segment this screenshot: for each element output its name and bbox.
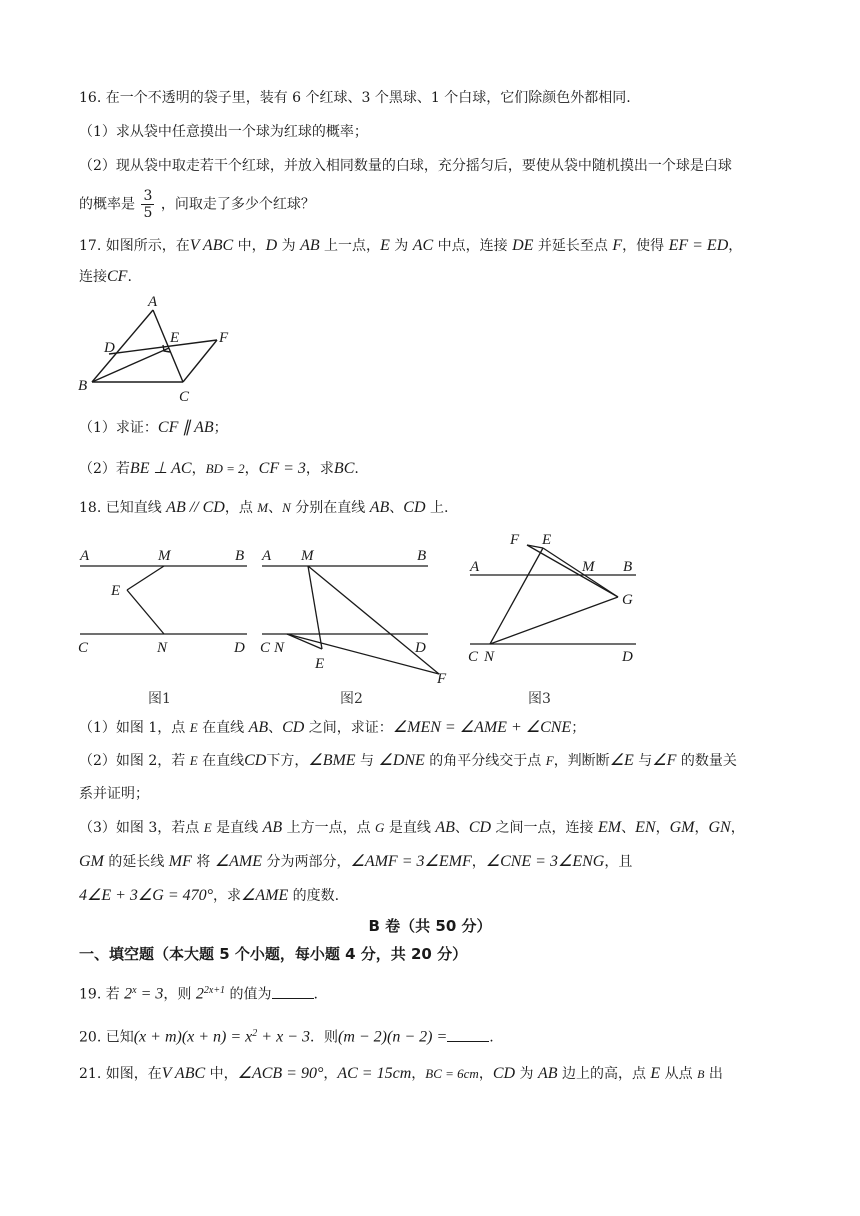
math: GM	[79, 853, 104, 870]
text: 的值为	[225, 986, 272, 1003]
text: 与	[633, 753, 653, 769]
fig1-label-A: A	[80, 548, 90, 564]
text: 边上的高，点	[557, 1066, 651, 1082]
part-b-title: B 卷（共 50 分）	[368, 917, 492, 935]
math: ∠F	[652, 752, 677, 769]
text: ，	[411, 1066, 426, 1082]
fig3-label-G: G	[622, 592, 633, 608]
math: D	[265, 237, 278, 254]
text: 上方一点，点	[282, 820, 376, 836]
fig3-label-B: B	[623, 559, 633, 575]
text: 为	[389, 238, 413, 254]
text: ，求	[213, 888, 242, 904]
fig1-label-B: B	[235, 548, 245, 564]
fig3-label-A: A	[470, 559, 480, 575]
q17-figure	[72, 290, 242, 408]
math: AB	[262, 819, 283, 836]
q16-stem: 16. 在一个不透明的袋子里，装有 6 个红球、3 个黑球、1 个白球，它们除颜色外都相同.	[79, 90, 631, 106]
fig3-label-C: C	[468, 649, 479, 665]
text: 从点	[660, 1066, 698, 1082]
q16-fraction	[141, 188, 154, 221]
text: ，且	[604, 854, 633, 870]
text: ．则	[309, 1029, 338, 1046]
q18-figures	[70, 528, 660, 713]
text: 上.	[425, 500, 449, 516]
math: 2	[252, 1028, 258, 1039]
math: G	[375, 820, 385, 835]
text: ，	[728, 238, 743, 254]
text: 为	[515, 1066, 538, 1082]
q18-figure2	[262, 566, 439, 674]
q18-part2-line2: 系并证明；	[79, 786, 149, 802]
math: E	[203, 820, 212, 835]
text: 分别在直线	[290, 500, 370, 516]
math: ∠ACB = 90°	[237, 1065, 324, 1082]
math: GN	[708, 819, 731, 836]
text: 的角平分线交于点	[424, 753, 546, 769]
q17-part2	[79, 459, 789, 479]
text: ，	[478, 1066, 493, 1082]
math: 2	[124, 985, 133, 1003]
fig3-label-N: N	[484, 649, 495, 665]
math: ∠BME	[308, 752, 356, 769]
fig2-label-A: A	[262, 548, 272, 564]
math: ∠AME	[241, 887, 289, 904]
fig1-label-D: D	[234, 640, 245, 656]
answer-blank[interactable]	[447, 1027, 489, 1042]
q16-part2-line2	[79, 188, 789, 221]
text: （3）如图 3，若点	[79, 820, 204, 836]
text: ，	[471, 854, 486, 870]
q17-label-A: A	[148, 294, 158, 310]
fig3-label-M: M	[582, 559, 595, 575]
math: 2x+1	[203, 985, 226, 996]
q17-label-D: D	[104, 340, 115, 356]
text: ，	[323, 1066, 338, 1082]
math: AB // CD	[166, 499, 225, 516]
answer-blank[interactable]	[272, 984, 314, 999]
fraction-numerator: 3	[143, 188, 153, 204]
math: 4∠E + 3∠G = 470°	[79, 887, 214, 904]
text: 在直线	[197, 753, 245, 769]
q18-part2-line1	[79, 751, 789, 771]
text: ，点	[224, 500, 258, 516]
fig3-label-D: D	[622, 649, 633, 665]
math: (x + m)(x + n) = x	[133, 1028, 253, 1046]
text: ；	[213, 420, 228, 436]
text: 、	[454, 820, 469, 836]
fig1-label-N: N	[157, 640, 168, 656]
fig3-label-F: F	[510, 532, 520, 548]
math: AB	[300, 237, 320, 254]
text: 之间，求证：	[304, 720, 393, 736]
text: ；	[571, 720, 586, 736]
fig2-label-F: F	[437, 671, 447, 687]
text: 与	[355, 753, 379, 769]
fig2-label-E: E	[315, 656, 325, 672]
math: AC	[412, 237, 434, 254]
math: AC = 15cm	[337, 1065, 412, 1082]
text: 中点，连接	[433, 238, 513, 254]
text: ，	[694, 820, 709, 836]
math: E	[189, 753, 198, 768]
math: ∠MEN = ∠AME + ∠CNE	[392, 719, 572, 736]
math: V ABC	[161, 1065, 206, 1082]
math: = 3	[136, 985, 164, 1003]
math: BE ⊥ AC	[129, 460, 192, 477]
math: AB	[435, 819, 455, 836]
fig2-label-D: D	[415, 640, 426, 656]
q20	[79, 1024, 789, 1048]
fig2-label-C: C	[260, 640, 271, 656]
text: 是直线	[384, 820, 436, 836]
fig1-label-M: M	[158, 548, 171, 564]
math: (m − 2)(n − 2) =	[337, 1028, 448, 1046]
text: 18. 已知直线	[79, 500, 167, 516]
fig3-caption: 图3	[528, 691, 551, 707]
text: 21. 如图，在	[79, 1066, 162, 1082]
math: + x − 3	[257, 1028, 310, 1046]
math: E	[189, 720, 198, 735]
math: EF = ED	[668, 237, 729, 254]
math: GM	[669, 819, 695, 836]
q18-part3-line3	[79, 886, 789, 906]
math: B	[697, 1067, 705, 1081]
text: .	[313, 986, 318, 1003]
fraction-denominator: 5	[143, 205, 153, 221]
section-heading: 一、填空题（本大题 5 个小题，每小题 4 分，共 20 分）	[79, 945, 468, 963]
text: 为	[277, 238, 301, 254]
text: 将	[191, 854, 215, 870]
text: 中，	[233, 238, 266, 254]
math: AB	[369, 499, 390, 516]
math: V ABC	[189, 237, 234, 254]
text: 是直线	[211, 820, 263, 836]
math: M	[257, 500, 269, 515]
math: F	[545, 753, 554, 768]
q18-part1	[79, 718, 789, 738]
text: ，判断断	[553, 753, 610, 769]
text: 、	[268, 500, 283, 516]
text: 之间一点，连接	[491, 820, 599, 836]
text: ，	[655, 820, 670, 836]
text: （1）如图 1，点	[79, 720, 190, 736]
text: 、	[268, 720, 283, 736]
math: BD = 2	[205, 461, 245, 476]
math: AB	[537, 1065, 558, 1082]
q19	[79, 981, 789, 1005]
q21	[79, 1064, 789, 1084]
text: 的延长线	[103, 854, 169, 870]
text: .	[489, 1029, 494, 1046]
fig2-caption: 图2	[340, 691, 363, 707]
math: CF = 3	[258, 460, 306, 477]
text: 连接	[79, 269, 107, 285]
text: 下方，	[266, 753, 309, 769]
math: E	[380, 237, 390, 254]
math: CD	[403, 499, 426, 516]
text: （2）如图 2，若	[79, 753, 190, 769]
math: ∠DNE	[378, 752, 425, 769]
q17-label-E: E	[170, 330, 180, 346]
text: 出	[704, 1066, 723, 1082]
text: 并延长至点	[533, 238, 613, 254]
text: 20. 已知	[79, 1029, 134, 1046]
math: CD	[244, 752, 267, 769]
text: ，使得	[622, 238, 669, 254]
fig2-label-M: M	[301, 548, 314, 564]
math: x	[132, 985, 137, 996]
text: 、	[621, 820, 636, 836]
math: E	[650, 1065, 661, 1082]
q16-part1: （1）求从袋中任意摸出一个球为红球的概率；	[79, 124, 368, 140]
q17-part1	[79, 418, 789, 438]
q18-part3-line1	[79, 818, 789, 838]
q16-text: 的概率是	[79, 196, 135, 213]
text: 的度数.	[288, 888, 340, 904]
math: DE	[512, 237, 534, 254]
math: CF	[107, 268, 128, 285]
fig2-label-N: N	[274, 640, 285, 656]
math: ∠E	[609, 752, 634, 769]
fig1-caption: 图1	[148, 691, 171, 707]
math: CD	[492, 1065, 516, 1082]
fig2-label-B: B	[417, 548, 427, 564]
math: N	[282, 500, 291, 515]
math: EM	[598, 819, 622, 836]
text: 分为两部分，	[262, 854, 351, 870]
math: ∠CNE = 3∠ENG	[485, 853, 605, 870]
math: CD	[282, 719, 305, 736]
math: ∠AME	[214, 853, 263, 870]
fig1-label-E: E	[111, 583, 121, 599]
math: MF	[168, 853, 192, 870]
text: 的数量关	[676, 753, 737, 769]
q18-part3-line2	[79, 852, 789, 872]
text: .	[127, 269, 132, 285]
math: 2	[195, 985, 204, 1003]
text: 上一点，	[319, 238, 381, 254]
q16-text: ，问取走了多少个红球？	[160, 196, 315, 213]
math: BC = 6cm	[425, 1066, 479, 1081]
q18-stem	[79, 498, 789, 518]
q18-figure1	[80, 566, 247, 634]
q17-label-F: F	[219, 330, 229, 346]
text: 、	[389, 500, 404, 516]
text: （2）若	[79, 461, 130, 477]
math: ∠AMF = 3∠EMF	[350, 853, 472, 870]
math: BC	[333, 460, 355, 477]
text: .	[354, 461, 359, 477]
text: ，则	[163, 986, 196, 1003]
math: AB	[248, 719, 269, 736]
q17-stem-line1	[79, 236, 789, 256]
q17-label-C: C	[179, 389, 190, 405]
q17-stem-line2	[79, 267, 789, 287]
q17-label-B: B	[78, 378, 88, 394]
text: （1）求证：	[79, 420, 158, 436]
fig1-label-C: C	[78, 640, 89, 656]
text: 19. 若	[79, 986, 125, 1003]
math: CF ∥ AB	[157, 419, 214, 436]
math: F	[612, 237, 623, 254]
fig3-label-E: E	[542, 532, 552, 548]
q18-figure3	[470, 545, 636, 644]
text: ，	[244, 461, 259, 477]
text: ，	[191, 461, 206, 477]
text: ，求	[305, 461, 334, 477]
math: EN	[635, 819, 656, 836]
text: 在直线	[197, 720, 249, 736]
text: 17. 如图所示，在	[79, 238, 190, 254]
math: CD	[468, 819, 492, 836]
text: ，	[730, 820, 745, 836]
q16-part2-line1: （2）现从袋中取走若干个红球，并放入相同数量的白球，充分摇匀后，要使从袋中随机摸出一个球是白球	[79, 158, 732, 174]
text: 中，	[205, 1066, 238, 1082]
